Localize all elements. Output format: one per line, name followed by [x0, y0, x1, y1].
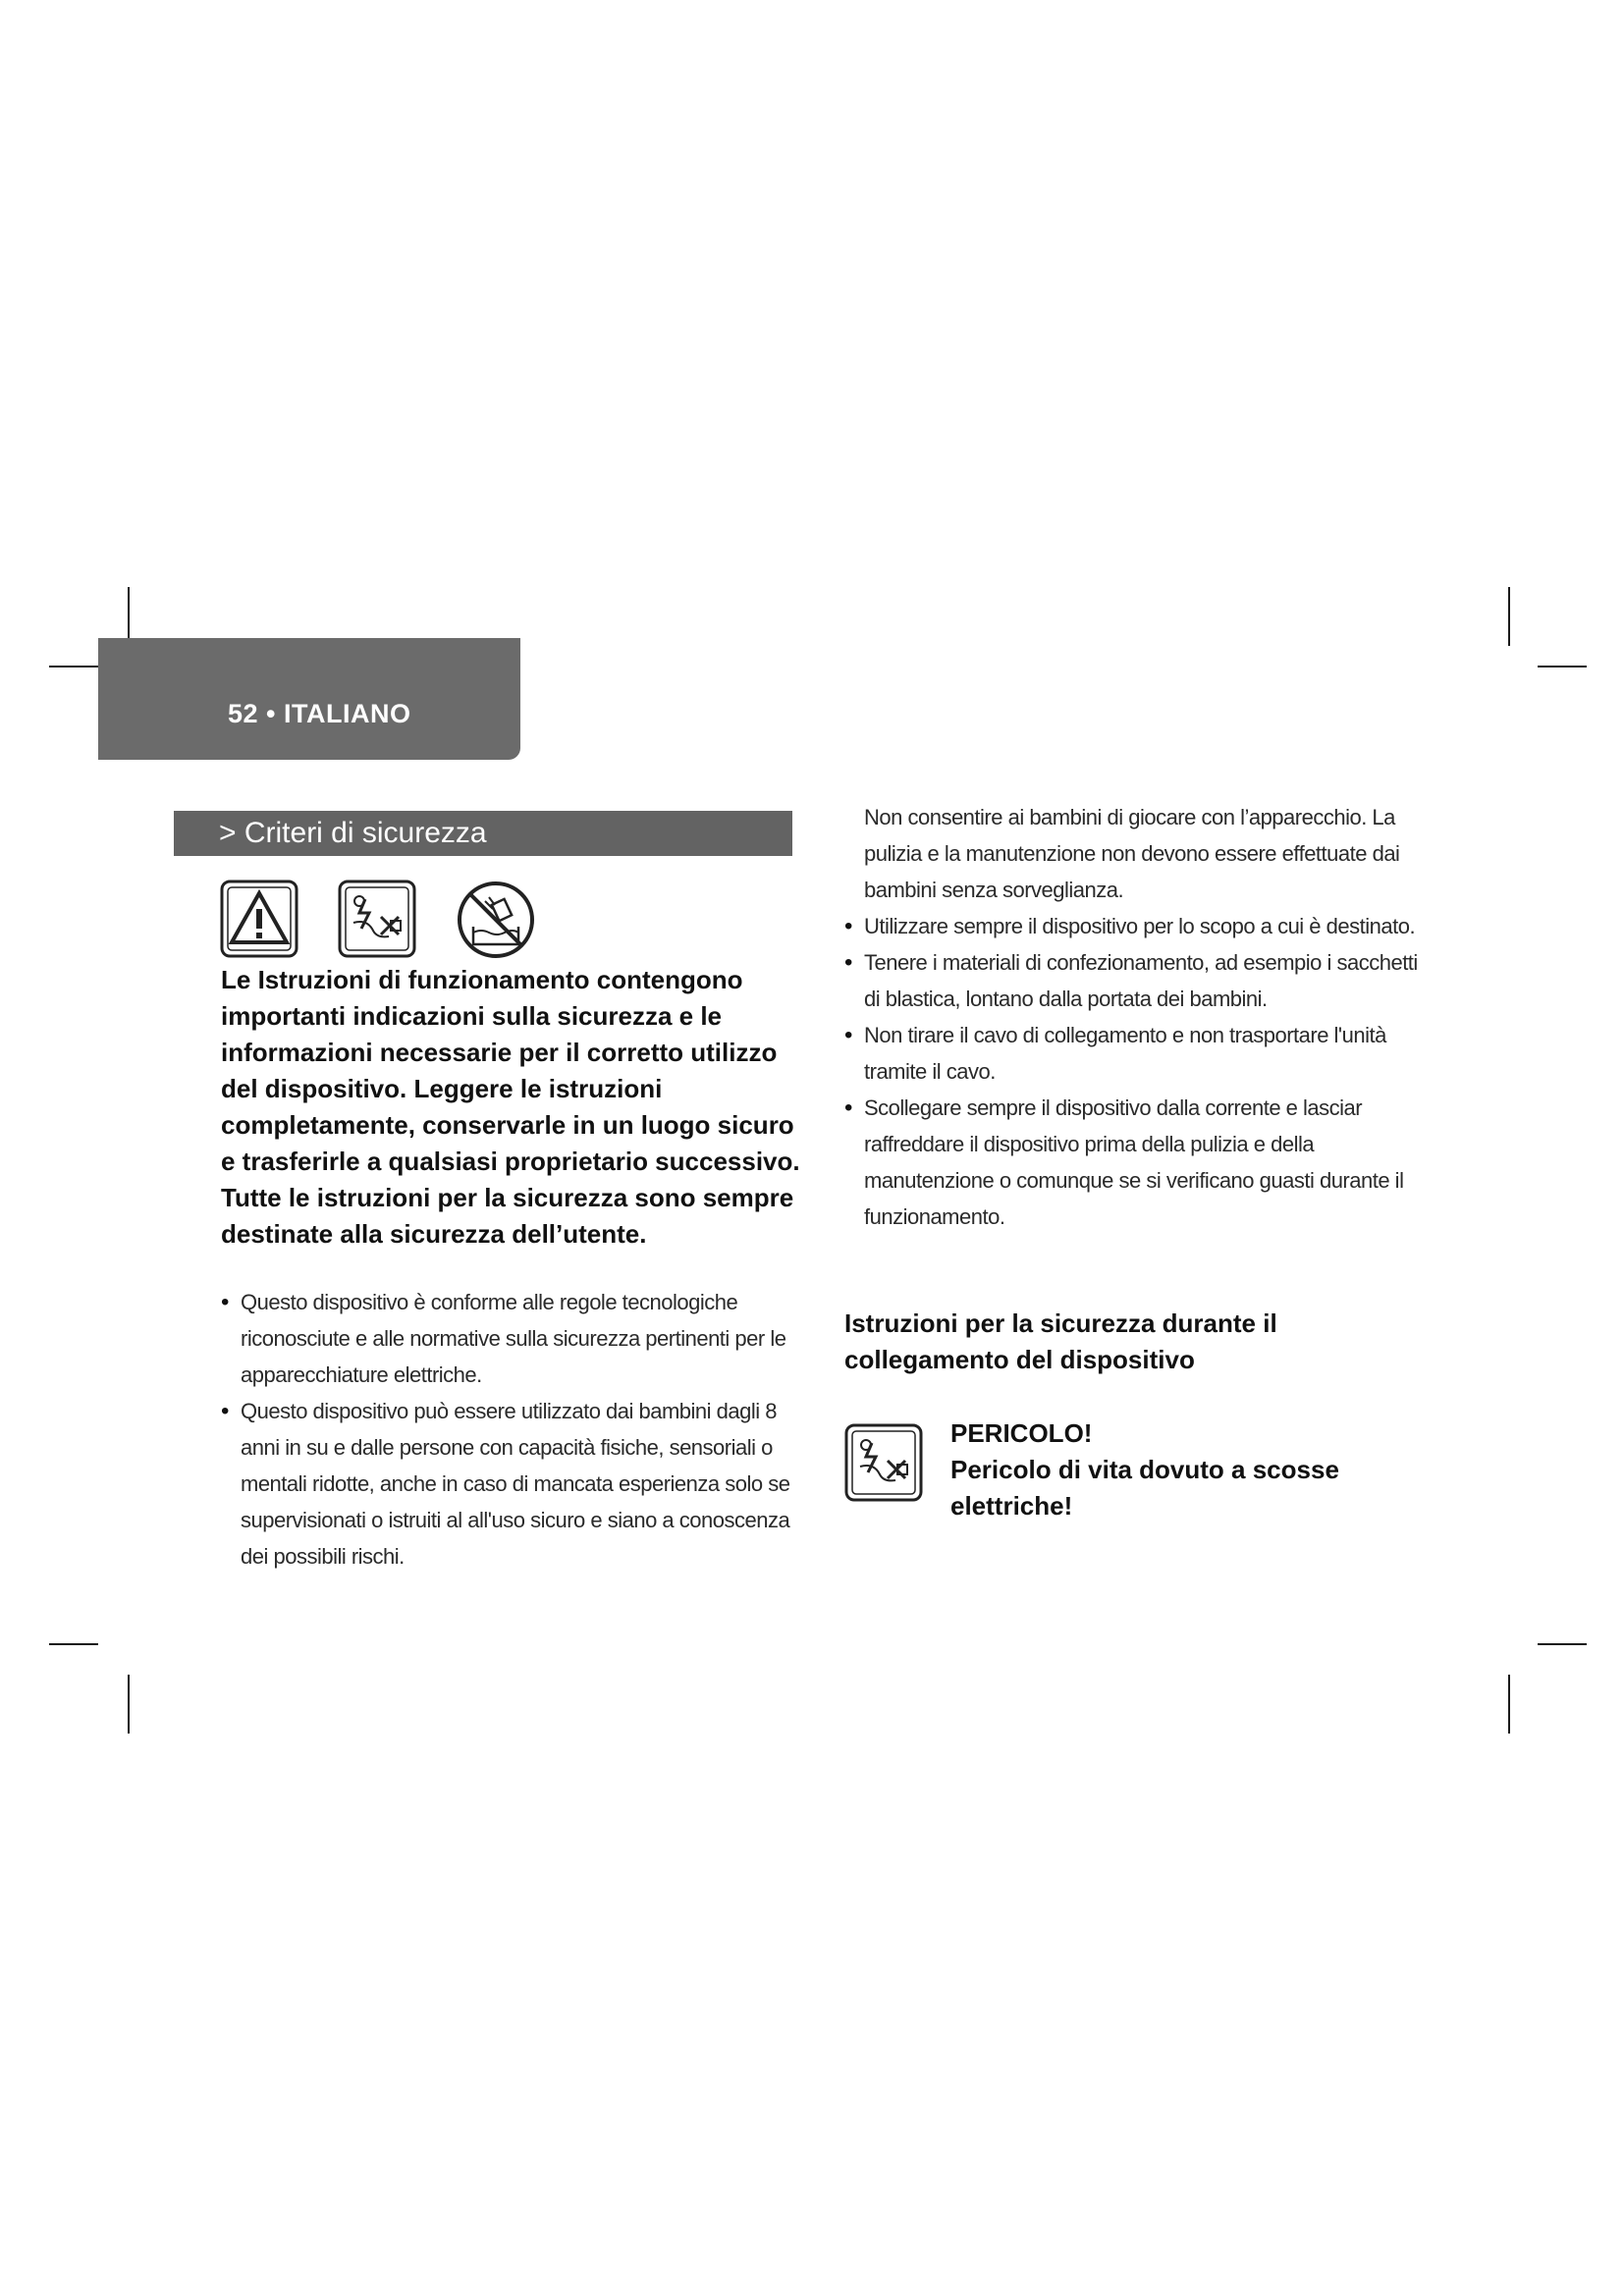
page-number-language: 52 • ITALIANO	[228, 699, 411, 728]
list-item: • Questo dispositivo è conforme alle regole tecnologiche riconosciute e alle normative sulla sicurezza pertinenti per le apparecchiature elettriche.	[221, 1284, 810, 1393]
danger-text: Pericolo di vita dovuto a scosse elettriche!	[950, 1455, 1339, 1521]
list-item: • Non tirare il cavo di collegamento e non trasportare l'unità tramite il cavo.	[844, 1017, 1434, 1090]
crop-mark	[49, 1643, 98, 1645]
crop-mark	[1508, 587, 1510, 646]
intro-paragraph: Le Istruzioni di funzionamento contengono importanti indicazioni sulla sicurezza e le informazioni necessarie per il corretto utilizzo del dispositivo. Leggere le istruzioni completamente, conservarle in un luogo sicuro e trasferirle a qualsiasi proprietario successivo. Tutte le istruzioni per la sicurezza sono sempre destinate alla sicurezza dell’utente.	[221, 965, 800, 1249]
warning-triangle-icon	[220, 880, 298, 963]
list-item: • Tenere i materiali di confezionamento, ad esempio i sacchetti di blastica, lontano dalla portata dei bambini.	[844, 944, 1434, 1017]
crop-mark	[1538, 1643, 1587, 1645]
crop-mark	[49, 666, 98, 667]
crop-mark	[128, 587, 130, 646]
crop-mark	[1538, 666, 1587, 667]
connection-heading: Istruzioni per la sicurezza durante il collegamento del dispositivo	[844, 1308, 1277, 1374]
electric-shock-icon	[844, 1423, 923, 1507]
crop-mark	[128, 1675, 130, 1734]
no-water-immersion-icon	[456, 880, 536, 965]
crop-mark	[1508, 1675, 1510, 1734]
right-bullet-list	[844, 908, 1434, 1235]
list-item: • Scollegare sempre il dispositivo dalla corrente e lasciar raffreddare il dispositivo prima della pulizia e della manutenzione o comunque se si verificano guasti durante il funzionamento.	[844, 1090, 1434, 1235]
left-bullet-list	[221, 1284, 810, 1575]
section-title: > Criteri di sicurezza	[174, 811, 792, 856]
list-item: • Utilizzare sempre il dispositivo per lo scopo a cui è destinato.	[844, 908, 1434, 944]
danger-title: PERICOLO!	[950, 1418, 1093, 1448]
right-intro-paragraph: Non consentire ai bambini di giocare con l’apparecchio. La pulizia e la manutenzione non devono essere effettuate dai bambini senza sorveglianza.	[864, 805, 1400, 902]
list-item: • Questo dispositivo può essere utilizzato dai bambini dagli 8 anni in su e dalle persone con capacità fisiche, sensoriali o mentali ridotte, anche in caso di mancata esperienza solo se supervisionati o istruiti al all'uso sicuro e siano a conoscenza dei possibili rischi.	[221, 1393, 810, 1575]
electric-shock-icon	[338, 880, 416, 963]
